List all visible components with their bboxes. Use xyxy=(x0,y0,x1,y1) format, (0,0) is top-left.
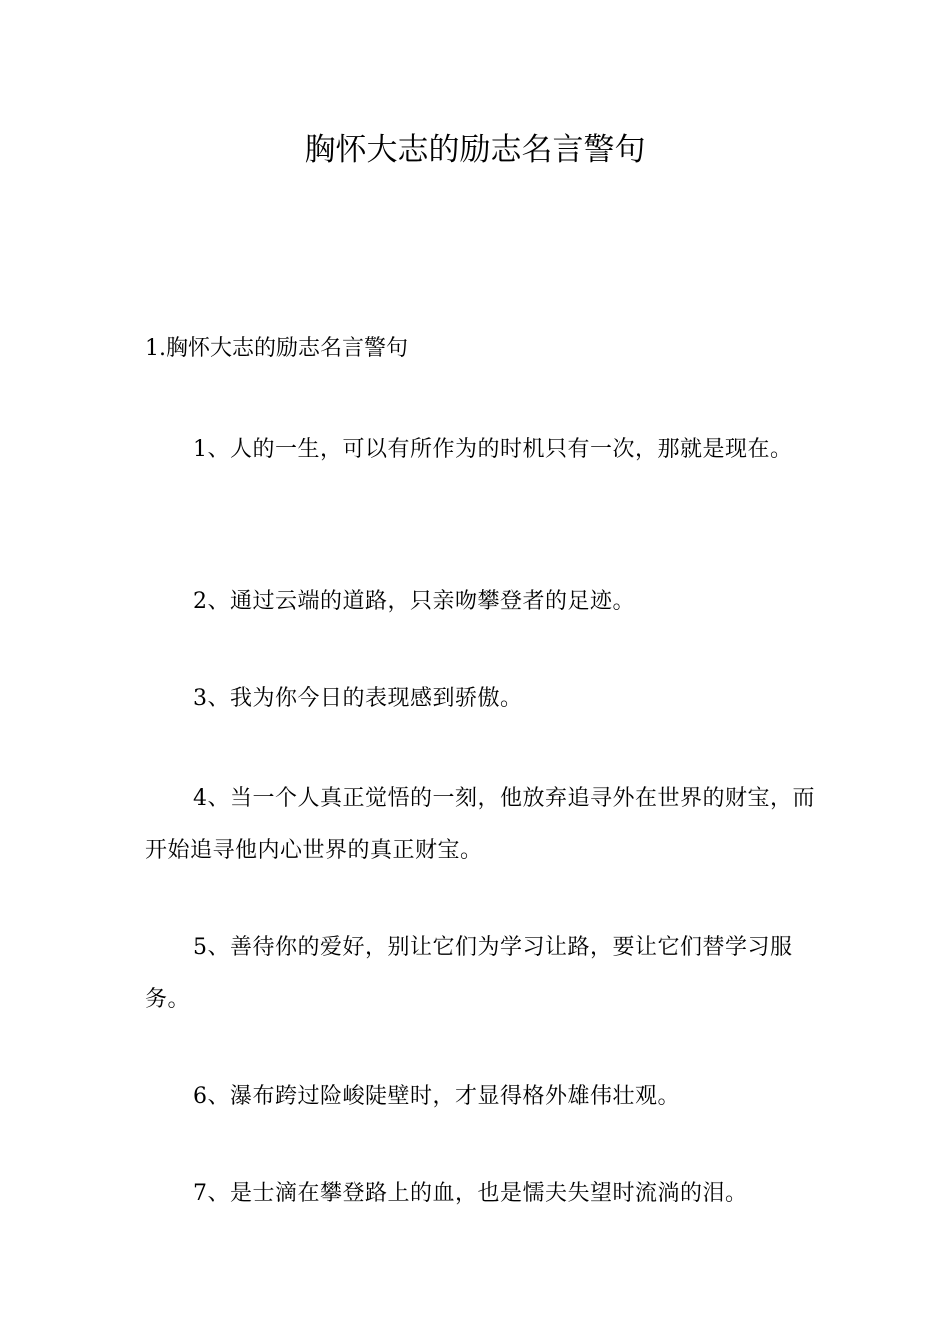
quote-item: 2、通过云端的道路，只亲吻攀登者的足迹。 xyxy=(193,589,635,614)
quote-item: 4、当一个人真正觉悟的一刻，他放弃追寻外在世界的财宝，而开始追寻他内心世界的真正财宝。 xyxy=(145,786,815,863)
quote-item: 3、我为你今日的表现感到骄傲。 xyxy=(193,686,523,711)
quote-item: 5、善待你的爱好，别让它们为学习让路，要让它们替学习服务。 xyxy=(145,935,793,1012)
quote-item: 6、瀑布跨过险峻陡壁时，才显得格外雄伟壮观。 xyxy=(193,1084,680,1109)
quote-item: 1、人的一生，可以有所作为的时机只有一次，那就是现在。 xyxy=(193,437,793,462)
quote-item: 7、是士滴在攀登路上的血，也是懦夫失望时流淌的泪。 xyxy=(193,1181,748,1206)
document-title: 胸怀大志的励志名言警句 xyxy=(304,132,646,168)
section-heading: 1.胸怀大志的励志名言警句 xyxy=(145,336,408,361)
